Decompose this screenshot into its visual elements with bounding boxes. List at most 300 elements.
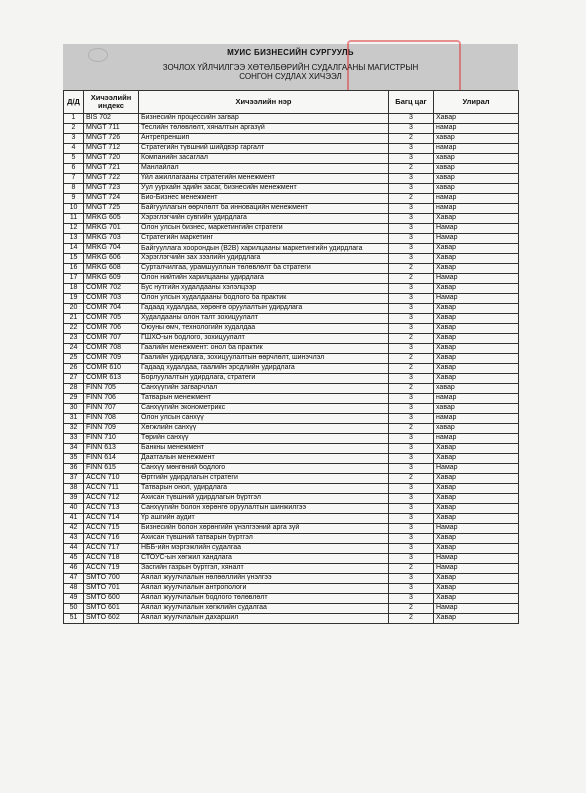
course-semester: намар [434,434,519,444]
subtitle-line-2: СОНГОН СУДЛАХ ХИЧЭЭЛ [239,72,342,81]
row-number: 3 [64,134,84,144]
course-index: COMR 709 [84,354,139,364]
course-credits: 2 [389,194,434,204]
course-credits: 3 [389,124,434,134]
table-row [64,534,519,544]
table-row [64,274,519,284]
table-row [64,384,519,394]
course-semester: намар [434,414,519,424]
course-index: FINN 706 [84,394,139,404]
row-number: 50 [64,604,84,614]
course-index: ACCN 714 [84,514,139,524]
course-index: MNGT 712 [84,144,139,154]
row-number: 36 [64,464,84,474]
course-name: Манлайлал [139,164,389,174]
course-credits: 3 [389,594,434,604]
row-number: 21 [64,314,84,324]
table-row [64,604,519,614]
table-header-row [64,91,519,114]
table-row [64,374,519,384]
course-name: Төрийн санхүү [139,434,389,444]
course-semester: Хавар [434,254,519,264]
course-name: Бизнесийн процессийн загвар [139,114,389,124]
row-number: 25 [64,354,84,364]
table-body [64,114,519,624]
course-name: Аялал жуулчлалын бодлого төлөвлөлт [139,594,389,604]
table-row [64,504,519,514]
course-semester: намар [434,394,519,404]
course-semester: Хавар [434,544,519,554]
row-number: 26 [64,364,84,374]
course-credits: 3 [389,464,434,474]
course-semester: Хавар [434,374,519,384]
course-semester: Хавар [434,614,519,624]
course-semester: Намар [434,274,519,284]
course-semester: Намар [434,554,519,564]
row-number: 27 [64,374,84,384]
row-number: 34 [64,444,84,454]
course-name: Компанийн засаглал [139,154,389,164]
course-index: MNGT 721 [84,164,139,174]
course-semester: Хавар [434,484,519,494]
row-number: 44 [64,544,84,554]
course-name: ГШХО-ын бодлого, зохицуулалт [139,334,389,344]
course-credits: 3 [389,174,434,184]
course-index: COMR 705 [84,314,139,324]
course-semester: Намар [434,464,519,474]
course-name: Олон улсын бизнес, маркетингийн стратеги [139,224,389,234]
course-credits: 3 [389,494,434,504]
table-row [64,144,519,154]
course-credits: 3 [389,454,434,464]
course-credits: 3 [389,254,434,264]
course-credits: 2 [389,564,434,574]
course-index: MNGT 723 [84,184,139,194]
course-credits: 3 [389,284,434,294]
row-number: 40 [64,504,84,514]
col-header-name: Хичээлийн нэр [139,91,389,114]
course-index: COMR 707 [84,334,139,344]
course-index: MRKG 704 [84,244,139,254]
row-number: 5 [64,154,84,164]
course-name: Бизнесийн болон хөрөнгийн үнэлгээний арга зүй [139,524,389,534]
row-number: 7 [64,174,84,184]
course-semester: хавар [434,164,519,174]
course-semester: хавар [434,384,519,394]
course-credits: 3 [389,304,434,314]
course-credits: 3 [389,574,434,584]
course-name: Био-Бизнес менежмент [139,194,389,204]
course-credits: 3 [389,434,434,444]
course-credits: 3 [389,484,434,494]
table-row [64,564,519,574]
course-credits: 3 [389,204,434,214]
row-number: 33 [64,434,84,444]
row-number: 30 [64,404,84,414]
course-name: Аялал жуулчлалын антропологи [139,584,389,594]
course-name: Банкны менежмент [139,444,389,454]
course-name: Ахисан түвшний удирдлагын бүртгэл [139,494,389,504]
table-row [64,394,519,404]
course-index: COMR 703 [84,294,139,304]
table-row [64,284,519,294]
course-index: ACCN 710 [84,474,139,484]
row-number: 35 [64,454,84,464]
course-index: COMR 706 [84,324,139,334]
table-row [64,154,519,164]
course-index: FINN 707 [84,404,139,414]
course-index: MNGT 725 [84,204,139,214]
row-number: 24 [64,344,84,354]
course-index: FINN 614 [84,454,139,464]
table-row [64,114,519,124]
table-row [64,294,519,304]
table-row [64,334,519,344]
row-number: 9 [64,194,84,204]
course-credits: 3 [389,534,434,544]
col-header-credits: Багц цаг [389,91,434,114]
course-semester: Хавар [434,364,519,374]
course-name: Санхүүгийн эконометрикс [139,404,389,414]
course-name: Байгууллага хоорондын (B2B) харилцааны маркетингийн удирдлага [139,244,389,254]
course-name: Санхүүгийн болон хөрөнгө оруулалтын шинжилгээ [139,504,389,514]
course-name: Оюуны өмч, технологийн худалдаа [139,324,389,334]
course-semester: намар [434,194,519,204]
course-name: Стратегийн маркетинг [139,234,389,244]
course-index: COMR 702 [84,284,139,294]
table-row [64,464,519,474]
table-row [64,124,519,134]
course-index: MNGT 726 [84,134,139,144]
subtitle-line-1: ЗОЧЛОХ ҮЙЛЧИЛГЭЭ ХӨТӨЛБӨРИЙН СУДАЛГААНЫ МАГИСТРЫН [162,63,419,72]
course-index: MRKG 703 [84,234,139,244]
course-credits: 2 [389,164,434,174]
row-number: 49 [64,594,84,604]
course-name: Хэрэглэгчийн зах зээлийн удирдлага [139,254,389,264]
row-number: 37 [64,474,84,484]
course-credits: 3 [389,404,434,414]
course-credits: 2 [389,604,434,614]
course-semester: Хавар [434,344,519,354]
table-row [64,594,519,604]
row-number: 45 [64,554,84,564]
table-row [64,344,519,354]
row-number: 48 [64,584,84,594]
course-name: Даатгалын менежмент [139,454,389,464]
row-number: 18 [64,284,84,294]
row-number: 2 [64,124,84,134]
course-index: ACCN 718 [84,554,139,564]
course-name: Стратегийн түвшний шийдвэр гаргалт [139,144,389,154]
course-credits: 3 [389,544,434,554]
row-number: 20 [64,304,84,314]
row-number: 17 [64,274,84,284]
row-number: 1 [64,114,84,124]
course-name: Антрепреншип [139,134,389,144]
course-semester: Намар [434,294,519,304]
row-number: 12 [64,224,84,234]
course-semester: намар [434,204,519,214]
table-row [64,574,519,584]
row-number: 47 [64,574,84,584]
course-credits: 3 [389,514,434,524]
course-index: COMR 613 [84,374,139,384]
course-credits: 2 [389,274,434,284]
row-number: 14 [64,244,84,254]
row-number: 32 [64,424,84,434]
table-row [64,434,519,444]
course-name: Татварын менежмент [139,394,389,404]
course-credits: 3 [389,214,434,224]
course-name: Аялал жуулчлалын хөгжлийн судалгаа [139,604,389,614]
col-header-number: Д/Д [64,91,84,114]
course-credits: 3 [389,414,434,424]
course-credits: 2 [389,354,434,364]
course-name: Сурталчилгаа, урамшууллын төлөвлөлт ба стратеги [139,264,389,274]
course-semester: хавар [434,404,519,414]
col-header-index: Хичээлийн индекс [84,91,139,114]
row-number: 28 [64,384,84,394]
table-row [64,524,519,534]
table-row [64,164,519,174]
course-credits: 2 [389,264,434,274]
course-name: НББ-ийн мэргэжлийн судалгаа [139,544,389,554]
course-name: Олон улсын худалдааны бодлого ба практик [139,294,389,304]
course-index: BIS 702 [84,114,139,124]
row-number: 10 [64,204,84,214]
row-number: 42 [64,524,84,534]
row-number: 4 [64,144,84,154]
table-row [64,614,519,624]
course-name: Аялал жуулчлалын нөлөөллийн үнэлгээ [139,574,389,584]
course-semester: хавар [434,184,519,194]
course-semester: Хавар [434,244,519,254]
table-row [64,364,519,374]
row-number: 6 [64,164,84,174]
course-index: SMTO 600 [84,594,139,604]
course-semester: Хавар [434,114,519,124]
row-number: 19 [64,294,84,304]
course-index: ACCN 712 [84,494,139,504]
document-header [63,44,518,90]
course-index: SMTO 601 [84,604,139,614]
course-semester: хавар [434,154,519,164]
course-semester: Хавар [434,584,519,594]
row-number: 39 [64,494,84,504]
course-semester: Хавар [434,324,519,334]
course-name: Санхүүгийн загварчлал [139,384,389,394]
row-number: 46 [64,564,84,574]
course-index: FINN 708 [84,414,139,424]
course-credits: 3 [389,444,434,454]
row-number: 11 [64,214,84,224]
table-row [64,424,519,434]
course-name: Татварын онол, удирдлага [139,484,389,494]
course-semester: Хавар [434,354,519,364]
table-row [64,304,519,314]
course-credits: 3 [389,504,434,514]
course-name: Үр ашгийн аудит [139,514,389,524]
course-name: Олон нийтийн харилцааны удирдлага [139,274,389,284]
course-name: Санхүү мөнгөний бодлого [139,464,389,474]
course-semester: Хавар [434,474,519,484]
course-semester: Намар [434,234,519,244]
course-semester: Хавар [434,284,519,294]
table-row [64,444,519,454]
course-credits: 3 [389,294,434,304]
table-row [64,414,519,424]
university-logo [88,48,108,62]
table-row [64,544,519,554]
table-row [64,194,519,204]
row-number: 15 [64,254,84,264]
row-number: 29 [64,394,84,404]
course-name: Гадаад худалдаа, гаалийн эрсдлийн удирдлага [139,364,389,374]
table-row [64,134,519,144]
row-number: 51 [64,614,84,624]
course-index: MNGT 711 [84,124,139,134]
course-credits: 3 [389,314,434,324]
course-semester: намар [434,144,519,154]
course-credits: 3 [389,154,434,164]
course-index: FINN 709 [84,424,139,434]
table-row [64,474,519,484]
course-table [63,90,519,624]
course-name: Бус нутгийн худалдааны хэлэлцээр [139,284,389,294]
course-credits: 3 [389,524,434,534]
course-index: COMR 708 [84,344,139,354]
table-row [64,314,519,324]
course-credits: 2 [389,474,434,484]
course-index: FINN 710 [84,434,139,444]
course-index: COMR 610 [84,364,139,374]
course-index: SMTO 700 [84,574,139,584]
table-row [64,484,519,494]
row-number: 38 [64,484,84,494]
course-credits: 3 [389,224,434,234]
course-credits: 2 [389,134,434,144]
table-row [64,514,519,524]
course-semester: Хавар [434,444,519,454]
course-index: ACCN 719 [84,564,139,574]
row-number: 8 [64,184,84,194]
course-credits: 3 [389,584,434,594]
course-credits: 2 [389,364,434,374]
course-name: Үйл ажиллагааны стратегийн менежмент [139,174,389,184]
table-row [64,214,519,224]
course-name: Уул уурхайн эдийн засаг, бизнесийн менежмент [139,184,389,194]
course-name: Борлуулалтын удирдлага, стратеги [139,374,389,384]
col-header-semester: Улирал [434,91,519,114]
table-row [64,264,519,274]
table-row [64,204,519,214]
course-credits: 2 [389,334,434,344]
row-number: 31 [64,414,84,424]
course-name: Засгийн газрын бүртгэл, хяналт [139,564,389,574]
course-semester: Хавар [434,304,519,314]
course-semester: Хавар [434,454,519,464]
course-name: Өртгийн удирдлагын стратеги [139,474,389,484]
course-semester: хавар [434,134,519,144]
course-semester: Хавар [434,504,519,514]
table-row [64,354,519,364]
course-credits: 2 [389,614,434,624]
course-index: FINN 613 [84,444,139,454]
course-name: Олон улсын санхүү [139,414,389,424]
table-row [64,174,519,184]
course-credits: 3 [389,374,434,384]
course-credits: 2 [389,384,434,394]
course-credits: 3 [389,244,434,254]
course-index: ACCN 715 [84,524,139,534]
course-index: MNGT 720 [84,154,139,164]
course-index: ACCN 716 [84,534,139,544]
row-number: 23 [64,334,84,344]
course-semester: намар [434,124,519,134]
course-semester: Намар [434,224,519,234]
table-row [64,184,519,194]
course-index: MRKG 609 [84,274,139,284]
course-semester: хавар [434,174,519,184]
course-credits: 3 [389,144,434,154]
course-name: Гаалийн менежмент: онол ба практик [139,344,389,354]
university-title: МУИС БИЗНЕСИЙН СУРГУУЛЬ [227,48,354,57]
course-semester: хавар [434,424,519,434]
table-row [64,404,519,414]
course-name: Хөгжлийн санхүү [139,424,389,434]
course-index: FINN 705 [84,384,139,394]
table-row [64,494,519,504]
course-semester: Хавар [434,314,519,324]
course-credits: 3 [389,554,434,564]
table-row [64,244,519,254]
course-semester: Намар [434,604,519,614]
course-name: Ахисан түвшний татварын бүртгэл [139,534,389,544]
course-semester: Намар [434,524,519,534]
row-number: 43 [64,534,84,544]
course-index: COMR 704 [84,304,139,314]
course-name: Аялал жуулчлалын дахаршил [139,614,389,624]
course-semester: Хавар [434,514,519,524]
course-index: MNGT 722 [84,174,139,184]
table-row [64,234,519,244]
row-number: 16 [64,264,84,274]
course-semester: Хавар [434,574,519,584]
course-credits: 2 [389,424,434,434]
course-index: ACCN 713 [84,504,139,514]
row-number: 41 [64,514,84,524]
course-index: MRKG 606 [84,254,139,264]
course-index: ACCN 711 [84,484,139,494]
course-credits: 3 [389,184,434,194]
course-semester: Хавар [434,214,519,224]
course-semester: Хавар [434,494,519,504]
row-number: 13 [64,234,84,244]
course-index: ACCN 717 [84,544,139,554]
course-credits: 3 [389,394,434,404]
course-index: MRKG 605 [84,214,139,224]
course-name: СТОУС-ын хөгжил хандлага [139,554,389,564]
course-credits: 3 [389,344,434,354]
course-index: MRKG 608 [84,264,139,274]
course-credits: 3 [389,114,434,124]
table-row [64,584,519,594]
course-name: Гаалийн удирдлага, зохицуулалтын өөрчлөлт, шинэчлэл [139,354,389,364]
course-index: MRKG 701 [84,224,139,234]
course-credits: 3 [389,324,434,334]
course-index: SMTO 602 [84,614,139,624]
table-row [64,324,519,334]
